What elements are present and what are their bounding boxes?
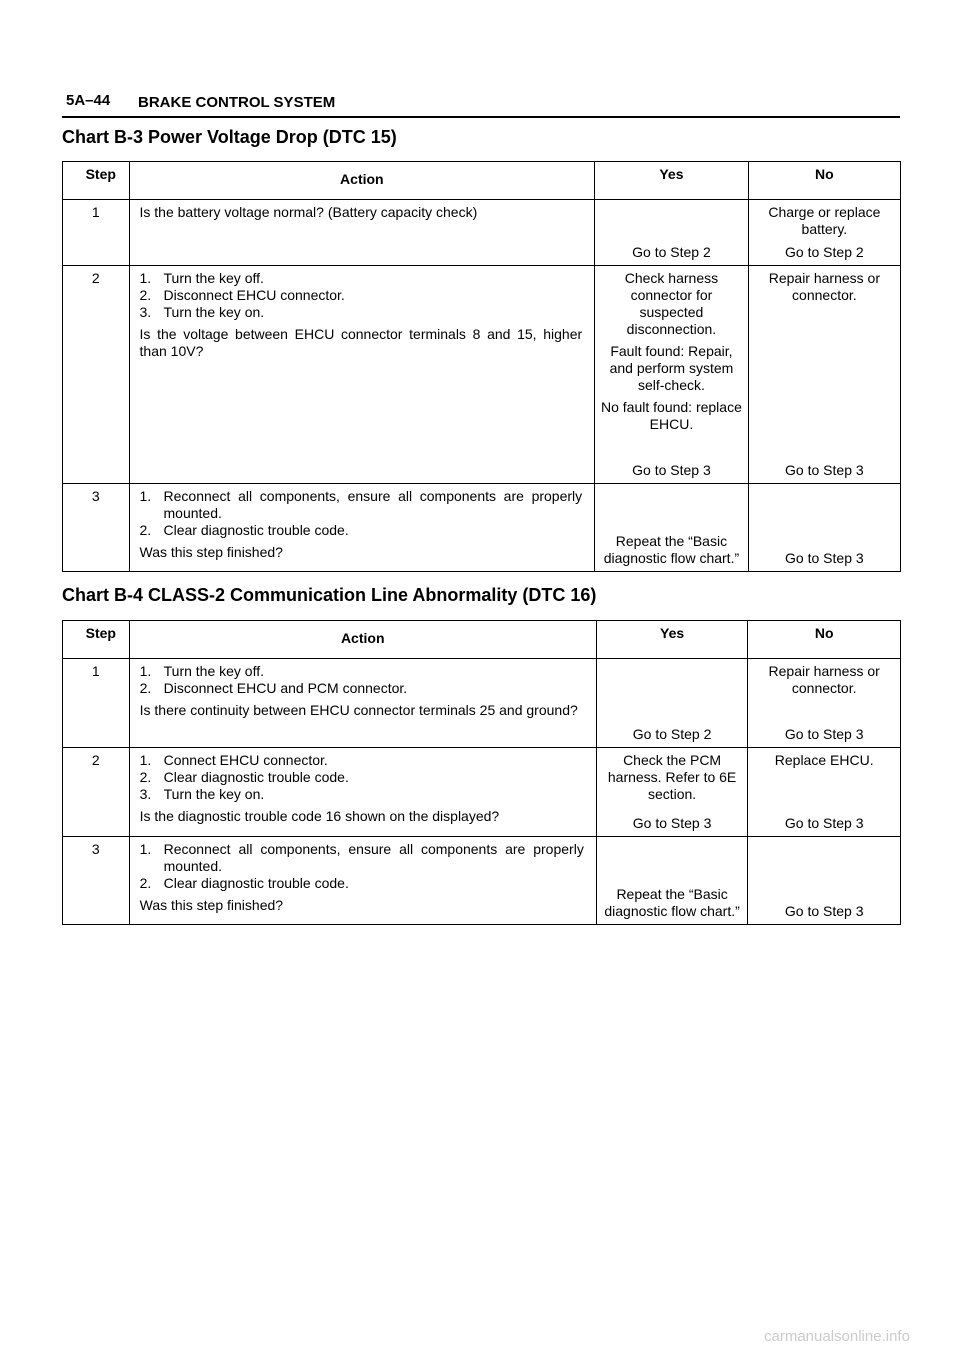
yes-result-cell bbox=[595, 200, 749, 266]
step-number: 3 bbox=[63, 837, 130, 925]
item-number: 1. bbox=[139, 752, 152, 768]
result-outcome: Go to Step 3 bbox=[784, 726, 864, 742]
yes-result-cell bbox=[596, 748, 748, 837]
result-outcome: Go to Step 2 bbox=[785, 244, 864, 260]
yes-result-content bbox=[601, 841, 744, 920]
action-cell bbox=[129, 266, 595, 484]
action-question: Is the diagnostic trouble code 16 shown on the displayed? bbox=[139, 808, 500, 824]
item-text: Reconnect all components, ensure all components are properly mounted. bbox=[163, 488, 583, 521]
result-note: Fault found: Repair, and perform system self-check. bbox=[609, 343, 734, 393]
item-number: 3. bbox=[139, 786, 152, 802]
action-cell bbox=[129, 659, 596, 748]
action-step-item bbox=[140, 488, 583, 522]
action-question: Is the voltage between EHCU connector terminals 8 and 15, higher than 10V? bbox=[139, 326, 583, 359]
no-result-content bbox=[753, 204, 896, 261]
table-row bbox=[63, 266, 901, 484]
yes-result-notes bbox=[601, 752, 744, 803]
item-number: 1. bbox=[139, 270, 152, 286]
chart-b4-title: Chart B-4 CLASS-2 Communication Line Abnormality (DTC 16) bbox=[62, 585, 597, 605]
result-note: Charge or replace battery. bbox=[768, 204, 881, 237]
no-result-content bbox=[753, 488, 896, 567]
step-number: 1 bbox=[63, 659, 130, 748]
yes-result-cell bbox=[596, 659, 748, 748]
item-number: 1. bbox=[139, 663, 152, 679]
action-step-item bbox=[140, 270, 583, 287]
action-step-item bbox=[140, 663, 584, 680]
chart-b3-body bbox=[63, 200, 901, 572]
result-outcome: Go to Step 3 bbox=[632, 815, 712, 831]
watermark: carmanualsonline.info bbox=[764, 1328, 910, 1345]
action-column-header: Action bbox=[129, 162, 595, 200]
action-step-item bbox=[140, 680, 584, 697]
item-number: 2. bbox=[139, 769, 152, 785]
action-step-item bbox=[140, 522, 583, 539]
result-note: Check harness connector for suspected disconnection. bbox=[624, 270, 719, 337]
item-number: 2. bbox=[139, 287, 152, 303]
no-result-cell bbox=[748, 266, 900, 484]
page-number: 5A–44 bbox=[66, 92, 111, 109]
step-column-header: Step bbox=[63, 162, 130, 200]
section-title: BRAKE CONTROL SYSTEM bbox=[138, 94, 336, 111]
action-step-item bbox=[140, 769, 584, 786]
action-step-item bbox=[140, 841, 584, 875]
action-step-item bbox=[140, 287, 583, 304]
yes-result-content bbox=[599, 488, 744, 567]
header-rule bbox=[62, 116, 900, 118]
result-outcome: Go to Step 3 bbox=[785, 550, 864, 566]
action-question: Was this step finished? bbox=[139, 897, 284, 913]
item-number: 1. bbox=[139, 841, 152, 857]
item-text: Turn the key on. bbox=[163, 786, 265, 802]
yes-result-content bbox=[601, 663, 744, 743]
table-row bbox=[63, 484, 901, 572]
action-step-item bbox=[140, 304, 583, 321]
result-outcome: Go to Step 3 bbox=[784, 903, 864, 919]
table-row bbox=[63, 837, 901, 925]
chart-b3-table bbox=[62, 161, 901, 572]
table-row bbox=[63, 200, 901, 266]
step-number: 2 bbox=[63, 748, 130, 837]
step-number: 1 bbox=[63, 200, 130, 266]
no-result-notes bbox=[752, 752, 896, 769]
no-column-header: No bbox=[748, 621, 901, 659]
no-result-content bbox=[752, 841, 896, 920]
action-cell bbox=[129, 837, 596, 925]
item-number: 1. bbox=[139, 488, 152, 504]
no-result-cell bbox=[748, 200, 900, 266]
action-step-item bbox=[140, 786, 584, 803]
item-text: Turn the key off. bbox=[163, 270, 264, 286]
action-column-header: Action bbox=[129, 621, 596, 659]
no-result-content bbox=[752, 663, 896, 743]
yes-column-header: Yes bbox=[596, 621, 748, 659]
step-column-header: Step bbox=[63, 621, 130, 659]
result-outcome: Go to Step 3 bbox=[785, 462, 864, 478]
yes-result-content bbox=[601, 752, 744, 832]
yes-result-cell bbox=[596, 837, 748, 925]
item-text: Connect EHCU connector. bbox=[163, 752, 328, 768]
result-outcome: Go to Step 2 bbox=[632, 726, 712, 742]
chart-b4-table bbox=[62, 620, 901, 925]
item-text: Disconnect EHCU connector. bbox=[163, 287, 345, 303]
result-note: Check the PCM harness. Refer to 6E section. bbox=[607, 752, 737, 802]
step-number: 3 bbox=[63, 484, 130, 572]
result-outcome: Repeat the “Basic diagnostic flow chart.” bbox=[603, 533, 740, 566]
action-cell bbox=[129, 748, 596, 837]
table-header-row bbox=[63, 621, 901, 659]
item-number: 2. bbox=[139, 875, 152, 891]
item-number: 2. bbox=[139, 522, 152, 538]
result-note: Replace EHCU. bbox=[774, 752, 874, 768]
no-result-cell bbox=[748, 837, 901, 925]
no-result-notes bbox=[753, 270, 896, 304]
yes-result-content bbox=[599, 270, 744, 479]
result-outcome: Go to Step 3 bbox=[632, 462, 711, 478]
action-question: Is there continuity between EHCU connector terminals 25 and ground? bbox=[139, 702, 578, 718]
no-result-cell bbox=[748, 748, 901, 837]
no-result-cell bbox=[748, 659, 901, 748]
yes-result-cell bbox=[595, 266, 749, 484]
result-note: Repair harness or connector. bbox=[768, 270, 880, 303]
no-result-content bbox=[753, 270, 896, 479]
result-outcome: Repeat the “Basic diagnostic flow chart.” bbox=[604, 886, 740, 919]
yes-column-header: Yes bbox=[595, 162, 749, 200]
no-result-cell bbox=[748, 484, 900, 572]
action-step-item bbox=[140, 875, 584, 892]
action-cell bbox=[129, 200, 595, 266]
table-row bbox=[63, 659, 901, 748]
no-column-header: No bbox=[748, 162, 900, 200]
chart-b3-title: Chart B-3 Power Voltage Drop (DTC 15) bbox=[62, 127, 397, 147]
item-text: Clear diagnostic trouble code. bbox=[163, 875, 349, 891]
item-number: 3. bbox=[139, 304, 152, 320]
yes-result-content bbox=[599, 204, 744, 261]
item-text: Reconnect all components, ensure all components are properly mounted. bbox=[163, 841, 584, 874]
item-text: Clear diagnostic trouble code. bbox=[163, 522, 349, 538]
item-number: 2. bbox=[139, 680, 152, 696]
item-text: Turn the key off. bbox=[163, 663, 265, 679]
result-outcome: Go to Step 2 bbox=[632, 244, 711, 260]
no-result-content bbox=[752, 752, 896, 832]
no-result-notes bbox=[753, 204, 896, 238]
table-header-row bbox=[63, 162, 901, 200]
result-note: No fault found: replace EHCU. bbox=[601, 399, 742, 432]
item-text: Turn the key on. bbox=[163, 304, 265, 320]
step-number: 2 bbox=[63, 266, 130, 484]
action-step-item bbox=[140, 752, 584, 769]
no-result-notes bbox=[752, 663, 896, 697]
action-question: Is the battery voltage normal? (Battery capacity check) bbox=[139, 204, 478, 220]
action-cell bbox=[129, 484, 595, 572]
result-outcome: Go to Step 3 bbox=[784, 815, 864, 831]
action-question: Was this step finished? bbox=[139, 544, 283, 560]
yes-result-cell bbox=[595, 484, 749, 572]
yes-result-notes bbox=[599, 270, 744, 433]
item-text: Disconnect EHCU and PCM connector. bbox=[163, 680, 408, 696]
result-note: Repair harness or connector. bbox=[768, 663, 880, 696]
table-row bbox=[63, 748, 901, 837]
chart-b4-body bbox=[63, 659, 901, 925]
item-text: Clear diagnostic trouble code. bbox=[163, 769, 349, 785]
